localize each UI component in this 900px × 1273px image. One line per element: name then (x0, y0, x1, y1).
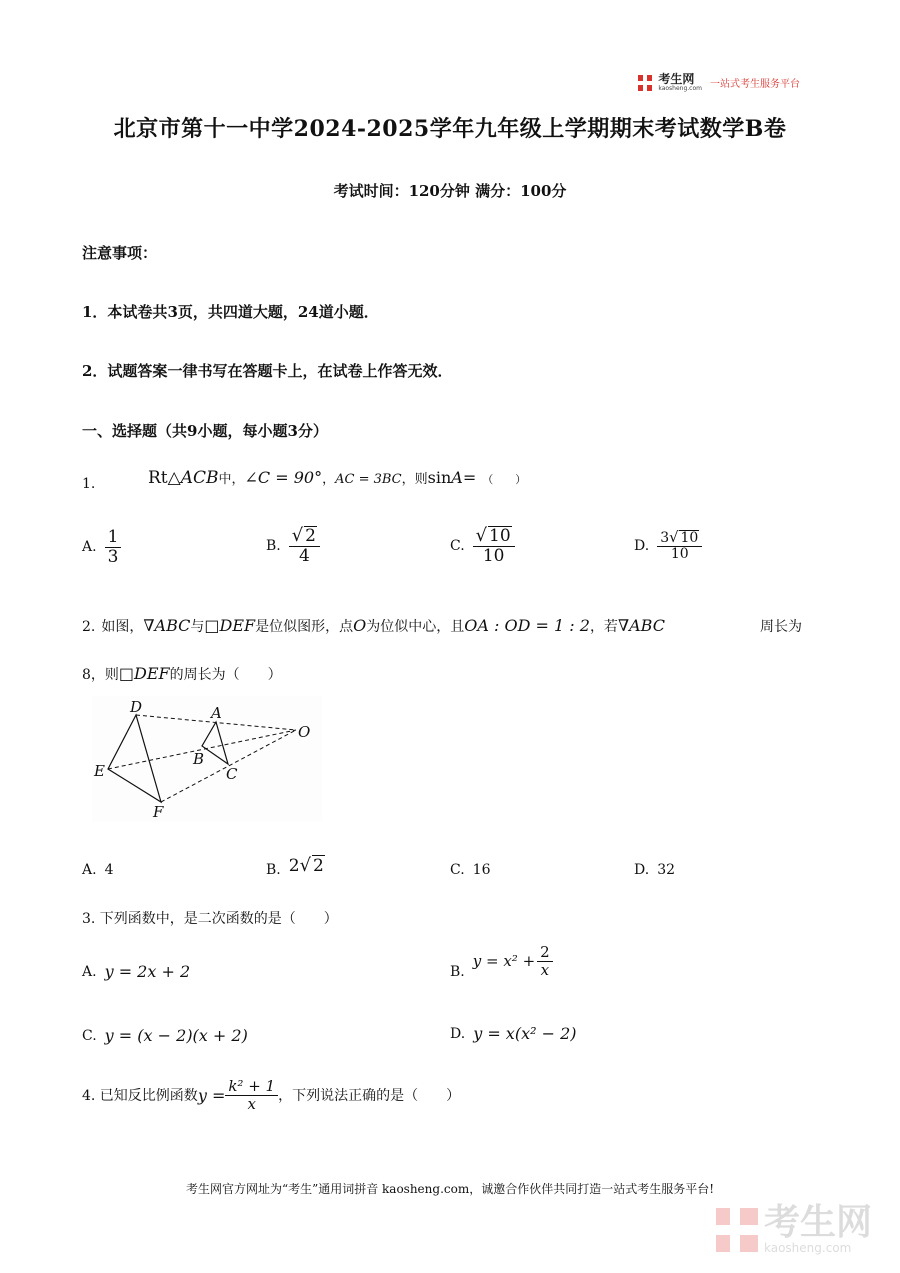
q2-o: O (353, 616, 367, 635)
logo-icon (638, 75, 652, 91)
header-logo (638, 73, 800, 92)
radical-sign: √ (291, 525, 304, 546)
q2-line2-b: 的周长为（ ） (169, 667, 282, 683)
q1-then: ，则 (401, 472, 428, 487)
option-label: C. (450, 537, 465, 554)
q1-blank: （ ） (482, 473, 527, 486)
q2-text-d: 为位似中心，且 (366, 619, 465, 635)
q2-figure (92, 696, 322, 822)
logo-slogan: 一站式考生服务平台 (710, 79, 800, 90)
q1-cond2: AC = 3BC (335, 472, 402, 487)
notice-heading: 注意事项： (82, 244, 158, 262)
fraction (537, 944, 553, 978)
q2-ratio: OA : OD = 1 : 2 (464, 616, 590, 635)
q3-option-b[interactable] (450, 942, 553, 980)
label-b: B (193, 750, 205, 768)
q4-text-a: 4. 已知反比例函数 (82, 1088, 198, 1104)
radical-sign: √ (475, 525, 488, 546)
option-label: B. (450, 964, 465, 980)
denominator: 3 (107, 546, 119, 567)
q1-triangle: △ACB (167, 468, 219, 488)
coefficient: 3 (660, 530, 670, 546)
q2-text-c: 是位似图形，点 (255, 619, 354, 635)
q4-lhs: y = (197, 1085, 226, 1105)
radical-sign: √ (299, 854, 311, 876)
q1-option-b[interactable] (266, 526, 320, 565)
q2-text-b: 与 (190, 619, 205, 635)
notice-item-1: 1．本试卷共3页，共四道大题，24道小题． (82, 303, 379, 321)
numerator (473, 526, 515, 547)
option-label: A. (82, 963, 97, 980)
numerator: 2 (537, 944, 553, 962)
q2-text-f: 周长为 (760, 619, 802, 635)
q1-sin: sin (427, 468, 452, 487)
q2-stem-line2 (82, 664, 282, 684)
exam-info: 考试时间：120分钟 满分：100分 (333, 182, 567, 200)
logo-url: kaosheng.com (658, 85, 702, 92)
radical-sign: √ (669, 529, 679, 546)
q4-text-b: ，下列说法正确的是（ ） (278, 1088, 461, 1104)
q1-stem (148, 468, 526, 488)
section1-heading: 一、选择题（共9小题，每小题3分） (82, 422, 328, 440)
radicand: 10 (489, 526, 511, 546)
denominator: x (540, 960, 550, 979)
watermark-url: kaosheng.com (763, 1241, 852, 1255)
q2-option-d[interactable] (634, 862, 675, 878)
q3-option-c[interactable] (82, 1026, 248, 1045)
radicand: 2 (312, 855, 324, 876)
denominator: 4 (298, 545, 310, 566)
option-expr: y = 2x + 2 (104, 962, 191, 981)
q1-option-c[interactable] (450, 526, 515, 565)
q2-tri1: ∇ABC (143, 616, 191, 635)
fraction (225, 1078, 278, 1112)
q3-option-a[interactable] (82, 962, 190, 981)
watermark (716, 1202, 872, 1255)
radicand: 2 (305, 526, 316, 546)
fraction (473, 526, 515, 565)
radicand: 10 (680, 530, 699, 546)
option-expr: y = (x − 2)(x + 2) (104, 1026, 248, 1045)
label-c: C (226, 765, 238, 783)
option-label: D. (634, 862, 650, 878)
label-f: F (153, 803, 164, 821)
q1-sinvar: A (451, 468, 463, 487)
label-a: A (211, 704, 222, 722)
q2-stem-line1 (82, 616, 802, 636)
q2-tri4: □DEF (118, 664, 170, 683)
numerator: k² + 1 (225, 1078, 278, 1096)
option-label: C. (82, 1027, 97, 1044)
option-label: D. (450, 1025, 466, 1042)
fraction (289, 526, 320, 565)
figure-background (92, 696, 322, 822)
option-label: B. (266, 862, 281, 878)
denominator: 10 (670, 546, 689, 563)
page-title: 北京市第十一中学2024-2025学年九年级上学期期末考试数学B卷 (113, 116, 787, 142)
option-expr: y = x² + (472, 952, 536, 970)
option-label: D. (634, 538, 650, 555)
q1-option-d[interactable] (634, 530, 702, 563)
page-footer: 考生网官方网址为“考生”通用词拼音 kaosheng.com，诚邀合作伙伴共同打造一站式考生服务平台! (185, 1182, 715, 1196)
notice-item-2: 2．试题答案一律书写在答题卡上，在试卷上作答无效． (82, 362, 453, 380)
q3-stem: 3. 下列函数中，是二次函数的是（ ） (82, 911, 338, 927)
logo-name: 考生网 (658, 72, 695, 86)
fraction (657, 530, 702, 563)
coefficient: 2 (288, 855, 300, 876)
q1-number: 1. (82, 476, 96, 492)
q2-text-a: 如图， (101, 619, 144, 635)
option-value (289, 855, 325, 876)
watermark-logo-icon (716, 1208, 758, 1252)
label-e: E (94, 762, 105, 780)
q2-tri2: □DEF (204, 616, 256, 635)
q1-rt: Rt (148, 468, 168, 488)
q1-cond1: ∠C = 90° (244, 468, 323, 487)
numerator (657, 530, 702, 547)
q1-option-a[interactable] (82, 528, 121, 566)
q1-eq: = (462, 468, 477, 487)
fraction (105, 528, 122, 566)
q2-number: 2. (82, 619, 96, 635)
denominator: 10 (482, 545, 505, 566)
q2-option-c[interactable] (450, 862, 491, 878)
q1-comma: ， (322, 472, 336, 487)
watermark-name: 考生网 (763, 1202, 872, 1243)
numerator (289, 526, 320, 547)
option-expr: y = x(x² − 2) (473, 1024, 577, 1043)
denominator: x (247, 1094, 256, 1113)
option-label: B. (266, 537, 281, 554)
option-label: A. (82, 539, 97, 556)
q4-stem (82, 1078, 460, 1112)
q2-option-a[interactable] (82, 862, 113, 878)
q2-option-b[interactable] (266, 852, 325, 878)
option-label: C. (450, 862, 465, 878)
numerator: 1 (105, 528, 122, 548)
option-value: 4 (104, 862, 114, 878)
q2-line2-a: 8，则 (82, 667, 119, 683)
q1-mid: 中， (218, 472, 245, 487)
q3-option-d[interactable] (450, 1024, 577, 1043)
option-value: 32 (657, 862, 676, 878)
option-value: 16 (472, 862, 491, 878)
q2-tri3: ∇ABC (617, 616, 665, 635)
label-o: O (298, 723, 311, 741)
label-d: D (130, 698, 143, 716)
q2-text-e: ，若 (589, 619, 618, 635)
option-label: A. (82, 862, 97, 878)
